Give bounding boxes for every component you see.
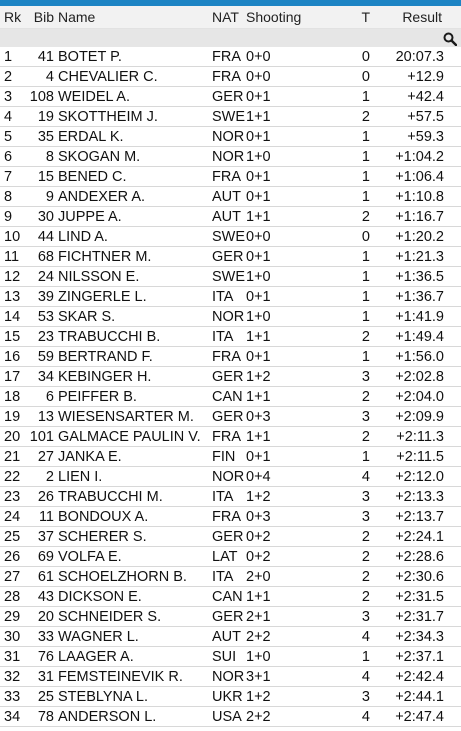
row-result: +1:49.4 (395, 328, 444, 345)
row-rank: 18 (4, 388, 21, 405)
row-name: ERDAL K. (58, 128, 124, 145)
row-t: 4 (361, 628, 370, 645)
row-bib: 23 (37, 328, 54, 345)
header-rank[interactable]: Rk (4, 9, 22, 25)
row-t: 3 (361, 408, 370, 425)
row-name: WEIDEL A. (58, 88, 130, 105)
row-rank: 5 (4, 128, 13, 145)
table-row[interactable] (0, 227, 461, 247)
row-t: 1 (361, 248, 370, 265)
row-bib: 15 (37, 168, 54, 185)
row-t: 1 (361, 448, 370, 465)
row-result: +2:31.5 (395, 588, 444, 605)
row-shooting: 1+2 (246, 368, 271, 385)
row-rank: 12 (4, 268, 21, 285)
row-bib: 2 (45, 468, 54, 485)
row-nat: ITA (212, 328, 234, 345)
row-result: +2:11.3 (396, 428, 444, 445)
table-row[interactable] (0, 427, 461, 447)
row-nat: NOR (212, 468, 245, 485)
row-bib: 4 (45, 68, 54, 85)
row-result: +1:10.8 (395, 188, 444, 205)
row-rank: 11 (4, 248, 20, 265)
row-nat: SUI (212, 648, 237, 665)
row-shooting: 0+2 (246, 548, 271, 565)
row-shooting: 0+3 (246, 408, 271, 425)
row-result: +2:12.0 (395, 468, 444, 485)
row-t: 1 (361, 88, 370, 105)
row-t: 2 (361, 568, 370, 585)
row-name: DICKSON E. (58, 588, 142, 605)
row-rank: 29 (4, 608, 21, 625)
row-t: 1 (361, 308, 370, 325)
header-shooting[interactable]: Shooting (246, 9, 302, 25)
row-bib: 33 (37, 628, 54, 645)
row-result: +2:37.1 (395, 648, 444, 665)
row-rank: 20 (4, 428, 21, 445)
row-name: VOLFA E. (58, 548, 122, 565)
row-nat: FRA (212, 428, 241, 445)
row-nat: AUT (212, 188, 241, 205)
row-name: ANDERSON L. (58, 708, 157, 725)
row-name: STEBLYNA L. (58, 688, 148, 705)
table-row[interactable] (0, 307, 461, 327)
row-rank: 30 (4, 628, 21, 645)
row-result: +2:11.5 (396, 448, 444, 465)
row-bib: 68 (37, 248, 54, 265)
row-shooting: 1+0 (246, 648, 271, 665)
row-t: 4 (361, 468, 370, 485)
row-nat: AUT (212, 628, 241, 645)
row-result: +1:36.5 (395, 268, 444, 285)
row-rank: 10 (4, 228, 21, 245)
row-rank: 4 (4, 108, 13, 125)
row-bib: 37 (37, 528, 54, 545)
row-result: +59.3 (407, 128, 444, 145)
row-result: +1:21.3 (395, 248, 444, 265)
row-nat: SWE (212, 108, 246, 125)
row-shooting: 0+4 (246, 468, 271, 485)
row-name: FEMSTEINEVIK R. (58, 668, 183, 685)
row-shooting: 0+0 (246, 48, 271, 65)
row-result: +1:20.2 (395, 228, 444, 245)
row-result: +2:24.1 (395, 528, 444, 545)
row-name: FICHTNER M. (58, 248, 152, 265)
row-nat: GER (212, 88, 244, 105)
row-bib: 24 (37, 268, 54, 285)
row-bib: 6 (45, 388, 54, 405)
row-name: LIND A. (58, 228, 108, 245)
header-t[interactable]: T (361, 9, 370, 25)
row-nat: FRA (212, 348, 241, 365)
row-name: JANKA E. (58, 448, 122, 465)
row-result: +2:13.7 (395, 508, 444, 525)
table-row[interactable] (0, 647, 461, 667)
row-result: +2:28.6 (395, 548, 444, 565)
row-t: 1 (361, 168, 370, 185)
row-nat: AUT (212, 208, 241, 225)
table-row[interactable] (0, 387, 461, 407)
row-nat: FRA (212, 48, 241, 65)
row-rank: 15 (4, 328, 21, 345)
row-nat: ITA (212, 568, 234, 585)
row-result: +12.9 (407, 68, 444, 85)
row-nat: SWE (212, 268, 246, 285)
row-rank: 19 (4, 408, 21, 425)
row-name: SKOGAN M. (58, 148, 141, 165)
row-rank: 6 (4, 148, 13, 165)
row-shooting: 0+3 (246, 508, 271, 525)
table-row[interactable] (0, 167, 461, 187)
table-row[interactable] (0, 507, 461, 527)
table-row[interactable] (0, 467, 461, 487)
row-rank: 13 (4, 288, 21, 305)
row-shooting: 0+1 (246, 288, 271, 305)
row-rank: 3 (4, 88, 13, 105)
row-rank: 25 (4, 528, 21, 545)
row-bib: 26 (37, 488, 54, 505)
row-nat: NOR (212, 668, 245, 685)
row-nat: GER (212, 368, 244, 385)
table-row[interactable] (0, 207, 461, 227)
row-name: TRABUCCHI M. (58, 488, 163, 505)
row-rank: 7 (4, 168, 13, 185)
row-rank: 23 (4, 488, 21, 505)
row-shooting: 1+1 (246, 388, 271, 405)
row-shooting: 1+1 (246, 108, 271, 125)
row-bib: 44 (37, 228, 54, 245)
row-name: LIEN I. (58, 468, 103, 485)
row-nat: FIN (212, 448, 236, 465)
header-bib[interactable]: Bib (33, 9, 54, 25)
row-t: 2 (361, 428, 370, 445)
row-nat: CAN (212, 588, 243, 605)
row-name: BOTET P. (58, 48, 122, 65)
table-row[interactable] (0, 87, 461, 107)
table-row[interactable] (0, 407, 461, 427)
row-result: +2:04.0 (395, 388, 444, 405)
table-row[interactable] (0, 667, 461, 687)
filter-bar (0, 29, 461, 47)
search-icon[interactable] (443, 32, 457, 46)
row-t: 1 (361, 268, 370, 285)
row-bib: 53 (37, 308, 54, 325)
row-nat: FRA (212, 168, 241, 185)
table-row[interactable] (0, 707, 461, 727)
row-nat: NOR (212, 308, 245, 325)
row-rank: 8 (4, 188, 13, 205)
row-result: +2:30.6 (395, 568, 444, 585)
row-rank: 26 (4, 548, 21, 565)
row-shooting: 0+1 (246, 248, 271, 265)
row-result: +2:47.4 (395, 708, 444, 725)
row-shooting: 2+2 (246, 708, 271, 725)
table-row[interactable] (0, 347, 461, 367)
row-rank: 32 (4, 668, 21, 685)
row-bib: 43 (37, 588, 54, 605)
row-rank: 31 (4, 648, 21, 665)
row-name: BENED C. (58, 168, 127, 185)
table-row[interactable] (0, 607, 461, 627)
table-row[interactable] (0, 567, 461, 587)
row-t: 1 (361, 288, 370, 305)
row-shooting: 0+1 (246, 348, 271, 365)
row-name: TRABUCCHI B. (58, 328, 161, 345)
row-rank: 27 (4, 568, 21, 585)
row-shooting: 0+0 (246, 228, 271, 245)
table-row[interactable] (0, 447, 461, 467)
header-name[interactable]: Name (58, 9, 96, 25)
row-shooting: 0+2 (246, 528, 271, 545)
row-nat: NOR (212, 148, 245, 165)
row-result: +2:02.8 (395, 368, 444, 385)
results-list (0, 47, 461, 727)
table-row[interactable] (0, 107, 461, 127)
row-t: 0 (361, 48, 370, 65)
row-result: +2:31.7 (395, 608, 444, 625)
row-t: 2 (361, 208, 370, 225)
row-bib: 61 (37, 568, 54, 585)
row-t: 2 (361, 328, 370, 345)
row-shooting: 1+0 (246, 148, 271, 165)
row-rank: 16 (4, 348, 21, 365)
row-result: +42.4 (407, 88, 444, 105)
row-result: +1:36.7 (395, 288, 444, 305)
row-t: 1 (361, 348, 370, 365)
row-result: +1:06.4 (395, 168, 444, 185)
row-rank: 28 (4, 588, 21, 605)
row-t: 4 (361, 668, 370, 685)
row-shooting: 0+1 (246, 188, 271, 205)
table-row[interactable] (0, 247, 461, 267)
table-row[interactable] (0, 587, 461, 607)
row-rank: 1 (4, 48, 13, 65)
row-name: PEIFFER B. (58, 388, 137, 405)
row-t: 3 (361, 488, 370, 505)
row-name: SCHNEIDER S. (58, 608, 162, 625)
row-t: 3 (361, 688, 370, 705)
table-header (0, 6, 461, 29)
row-shooting: 0+0 (246, 68, 271, 85)
row-t: 1 (361, 148, 370, 165)
row-nat: GER (212, 528, 244, 545)
header-nat[interactable]: NAT (212, 9, 239, 25)
row-nat: NOR (212, 128, 245, 145)
row-result: +57.5 (407, 108, 444, 125)
row-nat: USA (212, 708, 242, 725)
row-shooting: 2+0 (246, 568, 271, 585)
row-rank: 17 (4, 368, 21, 385)
row-name: WAGNER L. (58, 628, 139, 645)
row-bib: 69 (37, 548, 54, 565)
row-nat: CAN (212, 388, 243, 405)
row-bib: 30 (37, 208, 54, 225)
row-shooting: 3+1 (246, 668, 271, 685)
row-t: 3 (361, 508, 370, 525)
row-t: 3 (361, 368, 370, 385)
row-name: ANDEXER A. (58, 188, 146, 205)
row-result: +1:41.9 (395, 308, 444, 325)
row-bib: 101 (29, 428, 54, 445)
row-shooting: 2+2 (246, 628, 271, 645)
row-nat: GER (212, 248, 244, 265)
row-nat: ITA (212, 288, 234, 305)
row-shooting: 1+0 (246, 308, 271, 325)
row-result: +1:16.7 (395, 208, 444, 225)
row-bib: 39 (37, 288, 54, 305)
row-name: WIESENSARTER M. (58, 408, 194, 425)
table-row[interactable] (0, 127, 461, 147)
row-rank: 24 (4, 508, 21, 525)
table-row[interactable] (0, 327, 461, 347)
table-row[interactable] (0, 47, 461, 67)
row-name: SCHOELZHORN B. (58, 568, 187, 585)
row-nat: GER (212, 608, 244, 625)
row-t: 2 (361, 548, 370, 565)
row-nat: LAT (212, 548, 238, 565)
row-shooting: 0+1 (246, 128, 271, 145)
row-shooting: 1+1 (246, 588, 271, 605)
row-t: 3 (361, 608, 370, 625)
row-nat: GER (212, 408, 244, 425)
row-shooting: 1+1 (246, 428, 271, 445)
row-bib: 59 (37, 348, 54, 365)
row-t: 0 (361, 68, 370, 85)
row-rank: 34 (4, 708, 21, 725)
row-bib: 34 (37, 368, 54, 385)
row-shooting: 0+1 (246, 88, 271, 105)
row-bib: 108 (29, 88, 54, 105)
row-name: BONDOUX A. (58, 508, 149, 525)
row-nat: ITA (212, 488, 234, 505)
row-nat: SWE (212, 228, 246, 245)
row-t: 1 (361, 648, 370, 665)
table-row[interactable] (0, 487, 461, 507)
row-rank: 33 (4, 688, 21, 705)
header-result[interactable]: Result (402, 9, 442, 25)
row-bib: 20 (37, 608, 54, 625)
row-t: 0 (361, 228, 370, 245)
table-row[interactable] (0, 627, 461, 647)
row-nat: FRA (212, 68, 241, 85)
table-row[interactable] (0, 547, 461, 567)
table-row[interactable] (0, 527, 461, 547)
row-name: GALMACE PAULIN V. (58, 428, 201, 445)
row-result: +2:44.1 (395, 688, 444, 705)
table-row[interactable] (0, 287, 461, 307)
row-t: 4 (361, 708, 370, 725)
row-bib: 76 (37, 648, 54, 665)
row-rank: 22 (4, 468, 21, 485)
row-shooting: 1+1 (246, 328, 271, 345)
row-name: LAAGER A. (58, 648, 134, 665)
row-t: 2 (361, 108, 370, 125)
row-t: 2 (361, 388, 370, 405)
row-name: BERTRAND F. (58, 348, 153, 365)
row-shooting: 1+2 (246, 688, 271, 705)
table-row[interactable] (0, 267, 461, 287)
row-bib: 27 (37, 448, 54, 465)
row-name: SKOTTHEIM J. (58, 108, 158, 125)
row-t: 1 (361, 188, 370, 205)
row-shooting: 1+2 (246, 488, 271, 505)
table-row[interactable] (0, 687, 461, 707)
row-name: JUPPE A. (58, 208, 122, 225)
row-name: SCHERER S. (58, 528, 147, 545)
table-row[interactable] (0, 187, 461, 207)
row-rank: 9 (4, 208, 13, 225)
row-shooting: 1+1 (246, 208, 271, 225)
row-bib: 35 (37, 128, 54, 145)
row-bib: 41 (37, 48, 54, 65)
row-result: +2:13.3 (395, 488, 444, 505)
row-nat: UKR (212, 688, 243, 705)
row-result: 20:07.3 (395, 48, 444, 65)
row-bib: 8 (45, 148, 54, 165)
table-row[interactable] (0, 147, 461, 167)
row-result: +2:09.9 (395, 408, 444, 425)
row-shooting: 0+1 (246, 448, 271, 465)
row-shooting: 2+1 (246, 608, 271, 625)
row-bib: 19 (37, 108, 54, 125)
row-bib: 9 (45, 188, 54, 205)
row-bib: 78 (37, 708, 54, 725)
row-result: +1:56.0 (395, 348, 444, 365)
row-bib: 25 (37, 688, 54, 705)
row-rank: 21 (4, 448, 21, 465)
row-rank: 2 (4, 68, 13, 85)
row-bib: 11 (38, 508, 54, 525)
row-nat: FRA (212, 508, 241, 525)
table-row[interactable] (0, 67, 461, 87)
row-bib: 31 (37, 668, 54, 685)
row-rank: 14 (4, 308, 21, 325)
row-t: 1 (361, 128, 370, 145)
table-row[interactable] (0, 367, 461, 387)
row-t: 2 (361, 528, 370, 545)
row-name: ZINGERLE L. (58, 288, 147, 305)
row-t: 2 (361, 588, 370, 605)
row-name: KEBINGER H. (58, 368, 152, 385)
row-result: +2:42.4 (395, 668, 444, 685)
row-name: SKAR S. (58, 308, 116, 325)
row-shooting: 0+1 (246, 168, 271, 185)
row-result: +2:34.3 (395, 628, 444, 645)
row-name: NILSSON E. (58, 268, 140, 285)
row-name: CHEVALIER C. (58, 68, 158, 85)
row-result: +1:04.2 (395, 148, 444, 165)
row-bib: 13 (37, 408, 54, 425)
row-shooting: 1+0 (246, 268, 271, 285)
